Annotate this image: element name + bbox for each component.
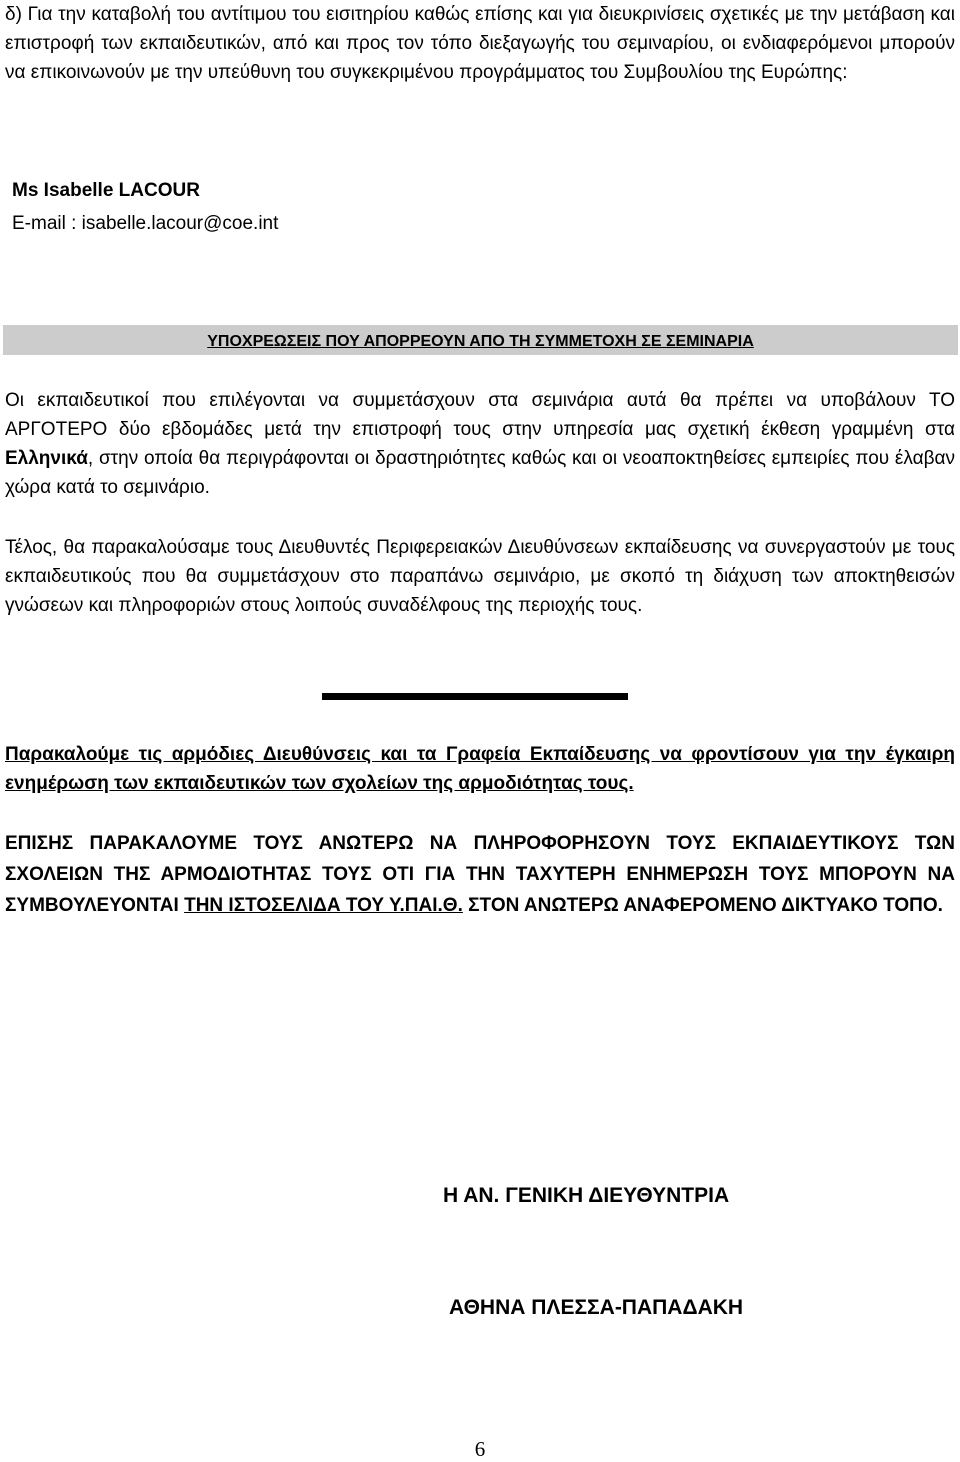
obligations-paragraph (5, 386, 955, 502)
website-notice-start: ΕΠΙΣΗΣ ΠΑΡΑΚΑΛΟΥΜΕ ΤΟΥΣ ΑΝΩΤΕΡΩ ΝΑ ΠΛΗΡΟΦΟΡΗΣΟΥΝ ΤΟΥΣ ΕΚΠΑΙΔΕΥΤΙΚΟΥΣ ΤΩΝ ΣΧΟΛΕΙΩΝ ΤΗΣ ΑΡΜΟΔΙΟΤΗΤΑΣ ΤΟΥΣ ΟΤΙ ΓΙΑ ΤΗΝ ΤΑΧΥΤΕΡΗ ΕΝΗΜΕΡΩΣΗ ΤΟΥΣ ΜΠΟΡΟΥΝ ΝΑ ΣΥΜΒΟΥΛΕΥΟΝΤΑΙ (5, 833, 955, 916)
website-notice-end: ΣΤΟΝ ΑΝΩΤΕΡΩ ΑΝΑΦΕΡΟΜΕΝΟ ΔΙΚΤΥΑΚΟ ΤΟΠΟ. (462, 895, 943, 916)
obligations-text-end: , στην οποία θα περιγράφονται οι δραστηριότητες καθώς και οι νεοαποκτηθείσες εμπειρίες που έλαβαν χώρα κατά το σεμινάριο. (5, 448, 955, 498)
signature-name: ΑΘΗΝΑ ΠΛΕΣΣΑ-ΠΑΠΑΔΑΚΗ (449, 1296, 744, 1319)
obligations-text-bold: Ελληνικά (5, 448, 88, 469)
contact-block (12, 174, 960, 240)
website-notice-paragraph (5, 828, 955, 921)
directors-paragraph: Τέλος, θα παρακαλούσαμε τους Διευθυντές Περιφερειακών Διευθύνσεων εκπαίδευσης να συνεργαστούν με τους εκπαιδευτικούς που θα συμμετάσχουν στο παραπάνω σεμινάριο, με σκοπό τη διάχυση των αποκτηθεισών γνώσεων και πληροφοριών στους λοιπούς συναδέλφους της περιοχής τους. (5, 537, 955, 616)
page-number: 6 (474, 1437, 486, 1461)
contact-name: Ms Isabelle LACOUR (12, 180, 200, 201)
section-banner (3, 325, 958, 355)
divider-bar (322, 693, 628, 700)
contact-email[interactable]: E-mail : isabelle.lacour@coe.int (12, 213, 279, 234)
obligations-text-start: Οι εκπαιδευτικοί που επιλέγονται να συμμετάσχουν στα σεμινάρια αυτά θα πρέπει να υποβάλουν ΤΟ ΑΡΓΟΤΕΡΟ δύο εβδομάδες μετά την επιστροφή τους στην υπηρεσία μας σχετική έκθεση γραμμένη στα (5, 390, 955, 440)
signature-title: Η ΑΝ. ΓΕΝΙΚΗ ΔΙΕΥΘΥΝΤΡΙΑ (443, 1184, 730, 1207)
banner-title: ΥΠΟΧΡΕΩΣΕΙΣ ΠΟΥ ΑΠΟΡΡΕΟΥΝ ΑΠΟ ΤΗ ΣΥΜΜΕΤΟΧΗ ΣΕ ΣΕΜΙΝΑΡΙΑ (207, 333, 754, 350)
request-paragraph: Παρακαλούμε τις αρμόδιες Διευθύνσεις και τα Γραφεία Εκπαίδευσης να φροντίσουν για την έγκαιρη ενημέρωση των εκπαιδευτικών των σχολείων της αρμοδιότητας τους. (5, 744, 955, 794)
payment-info-paragraph: δ) Για την καταβολή του αντίτιμου του εισιτηρίου καθώς επίσης και για διευκρινίσεις σχετικές με την μετάβαση και επιστροφή των εκπαιδευτικών, από και προς τον τόπο διεξαγωγής του σεμιναρίου, οι ενδιαφερόμενοι μπορούν να επικοινωνούν με την υπεύθυνη του συγκεκριμένου προγράμματος του Συμβουλίου της Ευρώπης: (5, 4, 955, 83)
website-link-text[interactable]: ΤΗΝ ΙΣΤΟΣΕΛΙΔΑ ΤΟΥ Υ.ΠΑΙ.Θ. (184, 895, 463, 916)
